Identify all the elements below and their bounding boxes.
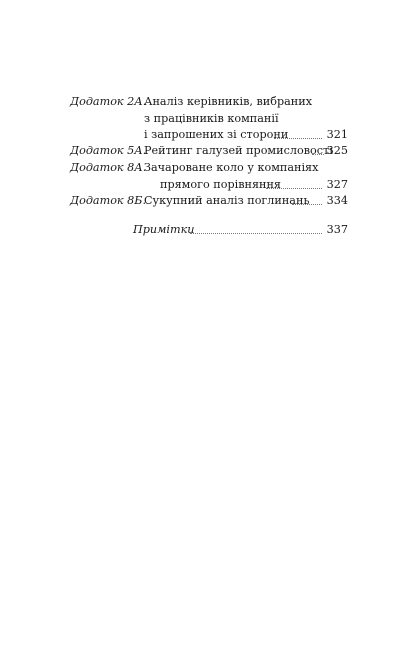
toc-entry-title: Рейтинг галузей промисловості (144, 144, 333, 157)
toc-entry-label: Додаток 8А. (70, 161, 147, 174)
toc-entry-title: з працівників компанії (144, 112, 279, 125)
toc-page-number: 325 (326, 144, 348, 157)
toc-entry-label: Додаток 8Б. (70, 194, 147, 207)
toc-entry-title: прямого порівняння (160, 178, 281, 191)
toc-leader-dots (266, 187, 322, 189)
toc-page-number: 321 (326, 128, 348, 141)
toc-page-number: 334 (326, 194, 348, 207)
toc-entry-label: Примітки (133, 223, 195, 236)
toc-leader-dots (190, 232, 322, 234)
toc-entry-title: Зачароване коло у компаніях (144, 161, 319, 174)
toc-leader-dots (274, 137, 322, 139)
toc-entry-label: Додаток 5А. (70, 144, 147, 157)
toc-entry-title: Сукупний аналіз поглинань (144, 194, 310, 207)
toc-entry-title: Аналіз керівників, вибраних (144, 95, 313, 108)
toc-entry-title: і запрошених зі сторони (144, 128, 289, 141)
toc-page-number: 337 (326, 223, 348, 236)
toc-entry-label: Додаток 2А. (70, 95, 147, 108)
toc-page-number: 327 (326, 178, 348, 191)
